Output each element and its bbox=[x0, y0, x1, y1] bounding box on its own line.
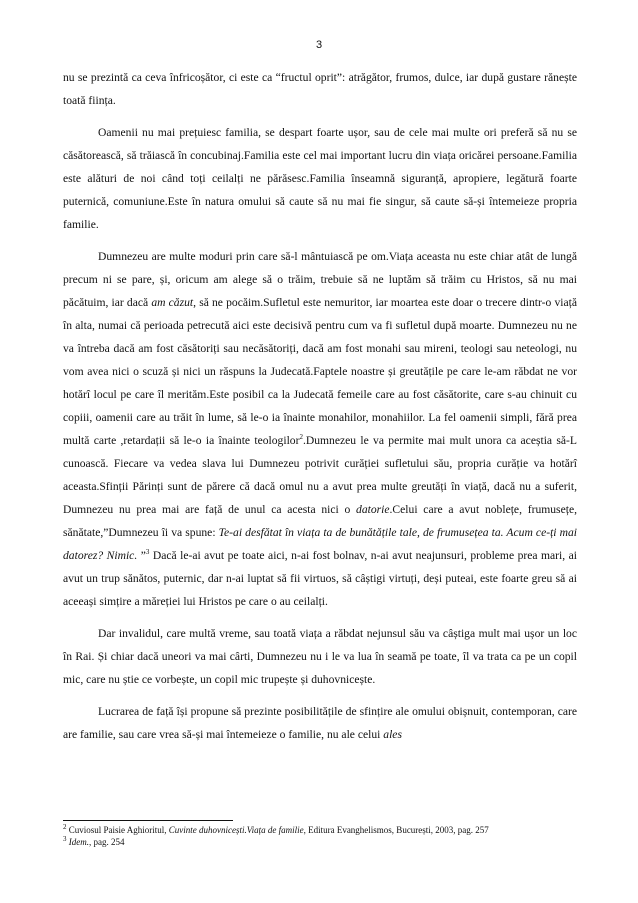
footnote-3-page: , pag. 254 bbox=[89, 837, 125, 847]
footnote-3-number: 3 bbox=[63, 835, 67, 843]
footnote-divider bbox=[63, 820, 233, 821]
italic-am-cazut: am căzut bbox=[151, 296, 194, 309]
footnote-2-number: 2 bbox=[63, 823, 67, 831]
footnote-ref-3[interactable]: 3 bbox=[145, 548, 150, 557]
document-body bbox=[63, 66, 577, 755]
paragraph-3-text-d: .Dumnezeu le va permite mai mult unora ca aceștia să-L cunoască. Fiecare va vedea slava lui Dumnezeu potrivit curăției sufletului său, propria curăție va hotărî aceasta.Sfinții Părinți sunt de părere că dacă omul nu a avut prea multe greutăți în viață, dacă nu a suferit, Dumnezeu nu prea mai are față de unul ca acesta nici o bbox=[63, 434, 577, 516]
paragraph-1: nu se prezintă ca ceva înfricoșător, ci este ca “fructul oprit”: atrăgător, frumos, dulce, iar după gustare rănește toată ființa. bbox=[63, 71, 577, 107]
paragraph-2: Oamenii nu mai prețuiesc familia, se despart foarte ușor, sau de cele mai multe ori preferă să nu se căsătorească, să trăiască în concubinaj.Familia este cel mai important lucru din viața oricărei persoane.Familia este alături de noi când toți ceilalți ne părăsesc.Familia înseamnă siguranță, apropiere, legătură foarte puternică, comuniune.Este în natura omului să caute să nu mai fie singur, să caute să-și întemeieze propria familie. bbox=[63, 126, 577, 231]
paragraph-3-text-c: , să ne pocăim.Sufletul este nemuritor, iar moartea este doar o trecere dintr-o viață în alta, numai că perioada petrecută aici este decisivă pentru cum va fi sufletul după moarte. Dumnezeu nu ne va întreba dacă am fost căsătoriți sau necăsătoriți, dacă am fost monahi sau mireni, teologi sau neteologi, nu vom avea nici o scuză și nici un răspuns la Judecată.Faptele noastre și greutățile pe care le-am răbdat ne vor hotărî locul pe care îl merităm.Este posibil ca la Judecată femeile care au fost căsătorite, care s-au chinuit cu copiii, oamenii care au trăit în lume, să le-o ia înainte monahilor, monahiilor. La fel oamenii simpli, fără prea multă carte ,retardații să le-o ia înainte teologilor bbox=[63, 296, 577, 447]
footnote-2 bbox=[63, 824, 577, 836]
footnote-3 bbox=[63, 836, 577, 848]
paragraph-5-text-a: Lucrarea de față își propune să prezinte posibilitățile de sfințire ale omului obișnuit, contemporan, care are familie, sau care vrea să-și mai întemeieze o familie, nu ale celui bbox=[63, 705, 577, 741]
paragraph-3 bbox=[63, 245, 577, 613]
paragraph-5 bbox=[63, 700, 577, 746]
paragraph-3-text-i: Dacă le-ai avut pe toate aici, n-ai fost bolnav, n-ai avut neajunsuri, probleme prea mari, ai avut un trup sănătos, puternic, dar n-ai luptat să fii virtuos, să câștigi virtuți, deși puteai, este foarte greu să ai aceeași simțire a măreției lui Hristos pe care o au ceilalți. bbox=[63, 549, 577, 608]
page-number: 3 bbox=[315, 39, 323, 51]
paragraph-4: Dar invalidul, care multă vreme, sau toată viața a răbdat nejunsul său va câștiga mult mai ușor un loc în Rai. Și chiar dacă uneori va mai cârti, Dumnezeu nu i le va lua în seamă pe toate, îl va trata ca pe un copil mic, care nu știe ce vorbește, un copil mic trupește și duhovnicește. bbox=[63, 627, 577, 686]
italic-ales: ales bbox=[383, 728, 402, 741]
footnote-2-publisher: , Editura Evanghelismos, București, 2003, pag. 257 bbox=[303, 825, 489, 835]
paragraph-3-text-a: Dumnezeu are multe moduri prin care să-l mântuiască pe om.Viața aceasta nu este chiar atât de lungă precum ni se pare, și, oricum am alege să o trăim, trebuie să ne luptăm să trăim cu Hristos, să nu mai păcătuim, iar dacă bbox=[63, 250, 577, 309]
paragraph-3-text-f: .Celui care a avut noblețe, frumusețe, sănătate,”Dumnezeu îi va spune: bbox=[63, 503, 577, 539]
footnotes bbox=[63, 824, 577, 848]
italic-datorie: datorie bbox=[356, 503, 390, 516]
footnote-2-title: Cuvinte duhovnicești.Viața de familie bbox=[168, 825, 304, 835]
italic-quote: Te-ai desfătat în viața ta de bunătățile tale, de frumusețea ta. Acum ce-ți mai datorez? Nimic. bbox=[63, 526, 577, 562]
footnote-2-author: Cuviosul Paisie Aghioritul, bbox=[66, 825, 169, 835]
footnote-ref-2[interactable]: 2 bbox=[299, 433, 303, 442]
footnote-3-idem: Idem. bbox=[66, 837, 89, 847]
paragraph-3-text-h: ” bbox=[137, 549, 146, 562]
